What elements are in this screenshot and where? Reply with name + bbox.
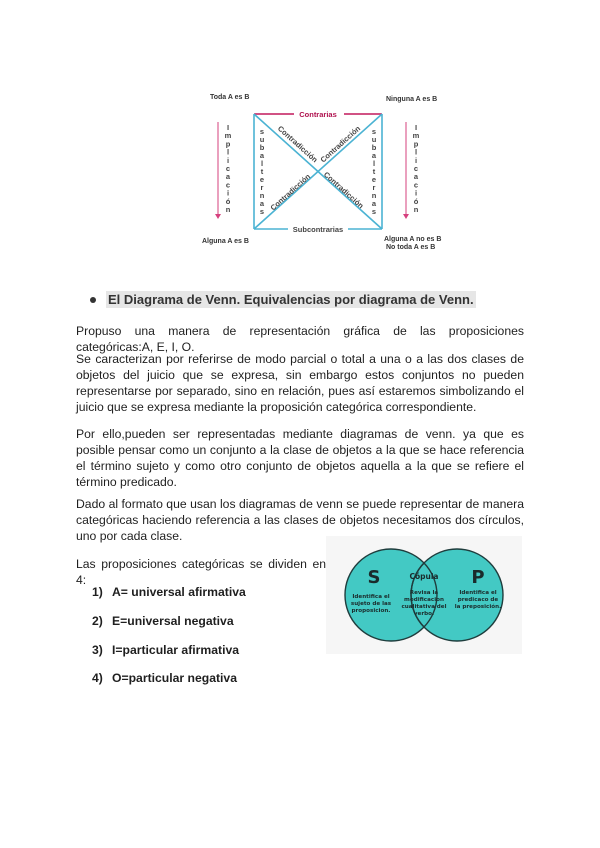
subalternas-right-letter: s bbox=[371, 127, 377, 136]
subalternas-right-letter: n bbox=[371, 191, 377, 200]
subalternas-left-letter: l bbox=[260, 159, 264, 168]
implicacion-right-letter: i bbox=[414, 155, 418, 165]
subalternas-left-vertical-text bbox=[260, 127, 265, 216]
implicacion-right-letter: p bbox=[413, 139, 419, 149]
subalternas-left-letter: s bbox=[259, 127, 265, 136]
implicacion-left-letter: i bbox=[226, 155, 230, 165]
venn-s-desc-line: sujeto de las bbox=[350, 601, 392, 607]
subalternas-right-letter: a bbox=[371, 199, 377, 208]
square-of-opposition bbox=[196, 88, 456, 260]
list-item-1: 1) A= universal afirmativa bbox=[92, 585, 246, 599]
section-heading bbox=[90, 292, 476, 307]
venn-middle-desc-line: Revisa la bbox=[409, 590, 439, 596]
subalternas-left-letter: e bbox=[259, 175, 265, 184]
paragraph-1: Propuso una manera de representación gráfica de las proposiciones categóricas:A, E, I, O. bbox=[76, 324, 524, 354]
implicacion-left-letter: c bbox=[225, 180, 231, 190]
venn-p-desc-line: predicaco de bbox=[457, 597, 499, 603]
venn-p-description bbox=[455, 590, 501, 610]
subalternas-left-letter: b bbox=[259, 143, 265, 152]
implicacion-right-letter: i bbox=[414, 188, 418, 198]
paragraph-5: Las proposiciones categóricas se dividen en 4: bbox=[76, 557, 326, 587]
subalternas-left-letter: t bbox=[260, 167, 264, 176]
venn-s-description bbox=[351, 594, 392, 614]
paragraph-3: Por ello,pueden ser representadas mediante diagramas de venn. ya que es posible pensar como un conjunto a la clase de objetos a la que se hace referencia el término sujeto y como otro conjunto de objetos aquella a la que se refiere el término predicado. bbox=[76, 427, 524, 489]
subalternas-left-letter: r bbox=[260, 183, 264, 192]
venn-middle-desc-line: verbo. bbox=[413, 611, 435, 617]
subalternas-left-letter: a bbox=[259, 151, 265, 160]
implicacion-right-letter: I bbox=[414, 123, 418, 132]
subalternas-right-letter: t bbox=[372, 167, 376, 176]
venn-diagram bbox=[326, 536, 522, 654]
implicacion-left-letter: i bbox=[226, 188, 230, 198]
heading-text: El Diagrama de Venn. Equivalencias por diagrama de Venn. bbox=[108, 292, 474, 307]
venn-s-desc-line: Identifica el bbox=[352, 594, 390, 600]
venn-middle-desc-line: cualitativa del bbox=[401, 604, 447, 610]
corner-bottom-left-label: Alguna A es B bbox=[202, 238, 249, 245]
bullet-icon bbox=[90, 297, 96, 303]
contradiccion-label-1: Contradicción bbox=[275, 123, 320, 165]
corner-bottom-right-label-1: Alguna A no es B bbox=[384, 236, 442, 243]
implicacion-right-letter: ó bbox=[413, 196, 419, 206]
subalternas-right-letter: s bbox=[371, 207, 377, 216]
paragraph-4: Dado al formato que usan los diagramas de venn se puede representar de manera categóricas haciendo referencia a las clases de objetos necesitamos dos círculos, uno por cada clase. bbox=[76, 497, 524, 543]
subalternas-left-letter: a bbox=[259, 199, 265, 208]
implicacion-left-letter: ó bbox=[225, 196, 231, 206]
corner-top-left-label: Toda A es B bbox=[210, 94, 250, 101]
venn-p-desc-line: Identifica el bbox=[459, 590, 497, 596]
implicacion-right-letter: a bbox=[413, 172, 419, 182]
venn-copula-title: Cópula bbox=[409, 572, 439, 581]
implicacion-right-vertical-text bbox=[413, 123, 420, 214]
implicacion-left-letter: n bbox=[225, 205, 231, 214]
corner-top-right-label: Ninguna A es B bbox=[386, 96, 438, 103]
venn-p-letter: P bbox=[471, 567, 485, 588]
contradiccion-label-2: Contradicción bbox=[318, 123, 363, 165]
implicacion-left-letter: c bbox=[225, 164, 231, 173]
implicacion-left-letter: a bbox=[225, 172, 231, 182]
implicacion-right-letter: l bbox=[414, 147, 418, 157]
subalternas-right-vertical-text bbox=[372, 127, 377, 216]
implicacion-right-letter: n bbox=[413, 205, 419, 214]
contradiccion-label-3: Contradicción bbox=[268, 171, 313, 213]
subcontrarias-label: Subcontrarias bbox=[292, 225, 344, 234]
implicacion-left-letter: I bbox=[226, 123, 230, 132]
list-item-3: 3) I=particular afirmativa bbox=[92, 643, 240, 657]
contrarias-label: Contrarias bbox=[299, 110, 337, 119]
venn-p-desc-line: la preposición. bbox=[454, 604, 502, 610]
contradiccion-label-4: Contradicción bbox=[321, 169, 366, 211]
subalternas-right-letter: u bbox=[371, 135, 377, 144]
venn-s-letter: S bbox=[367, 567, 381, 588]
venn-s-desc-line: proposicion. bbox=[351, 608, 391, 614]
venn-middle-desc-line: modificacion bbox=[404, 597, 444, 603]
subalternas-left-letter: n bbox=[259, 191, 265, 200]
implicacion-left-vertical-text bbox=[225, 123, 232, 214]
implicacion-left-letter: m bbox=[224, 131, 232, 141]
list-item-4: 4) O=particular negativa bbox=[92, 671, 237, 685]
list-item-2: 2) E=universal negativa bbox=[92, 614, 234, 628]
subalternas-right-letter: r bbox=[372, 183, 376, 192]
subalternas-right-letter: a bbox=[371, 151, 377, 160]
subalternas-left-letter: s bbox=[259, 207, 265, 216]
subalternas-left-letter: u bbox=[259, 135, 265, 144]
implicacion-right-letter: c bbox=[413, 180, 419, 190]
subalternas-right-letter: b bbox=[371, 143, 377, 152]
implicacion-left-letter: p bbox=[225, 139, 231, 149]
subalternas-right-letter: l bbox=[372, 159, 376, 168]
corner-bottom-right-label-2: No toda A es B bbox=[386, 244, 436, 251]
implicacion-right-letter: m bbox=[412, 131, 420, 141]
paragraph-2: Se caracterizan por referirse de modo parcial o total a una o a las dos clases de objetos del juicio que se expresa, sin embargo estos conjuntos no pueden representarse por separado, sino en relación, pues así estaremos simbolizando el juicio que se expresa mediante la proposición categórica correspondiente. bbox=[76, 352, 524, 414]
subalternas-right-letter: e bbox=[371, 175, 377, 184]
implicacion-right-letter: c bbox=[413, 164, 419, 173]
implicacion-left-letter: l bbox=[226, 147, 230, 157]
